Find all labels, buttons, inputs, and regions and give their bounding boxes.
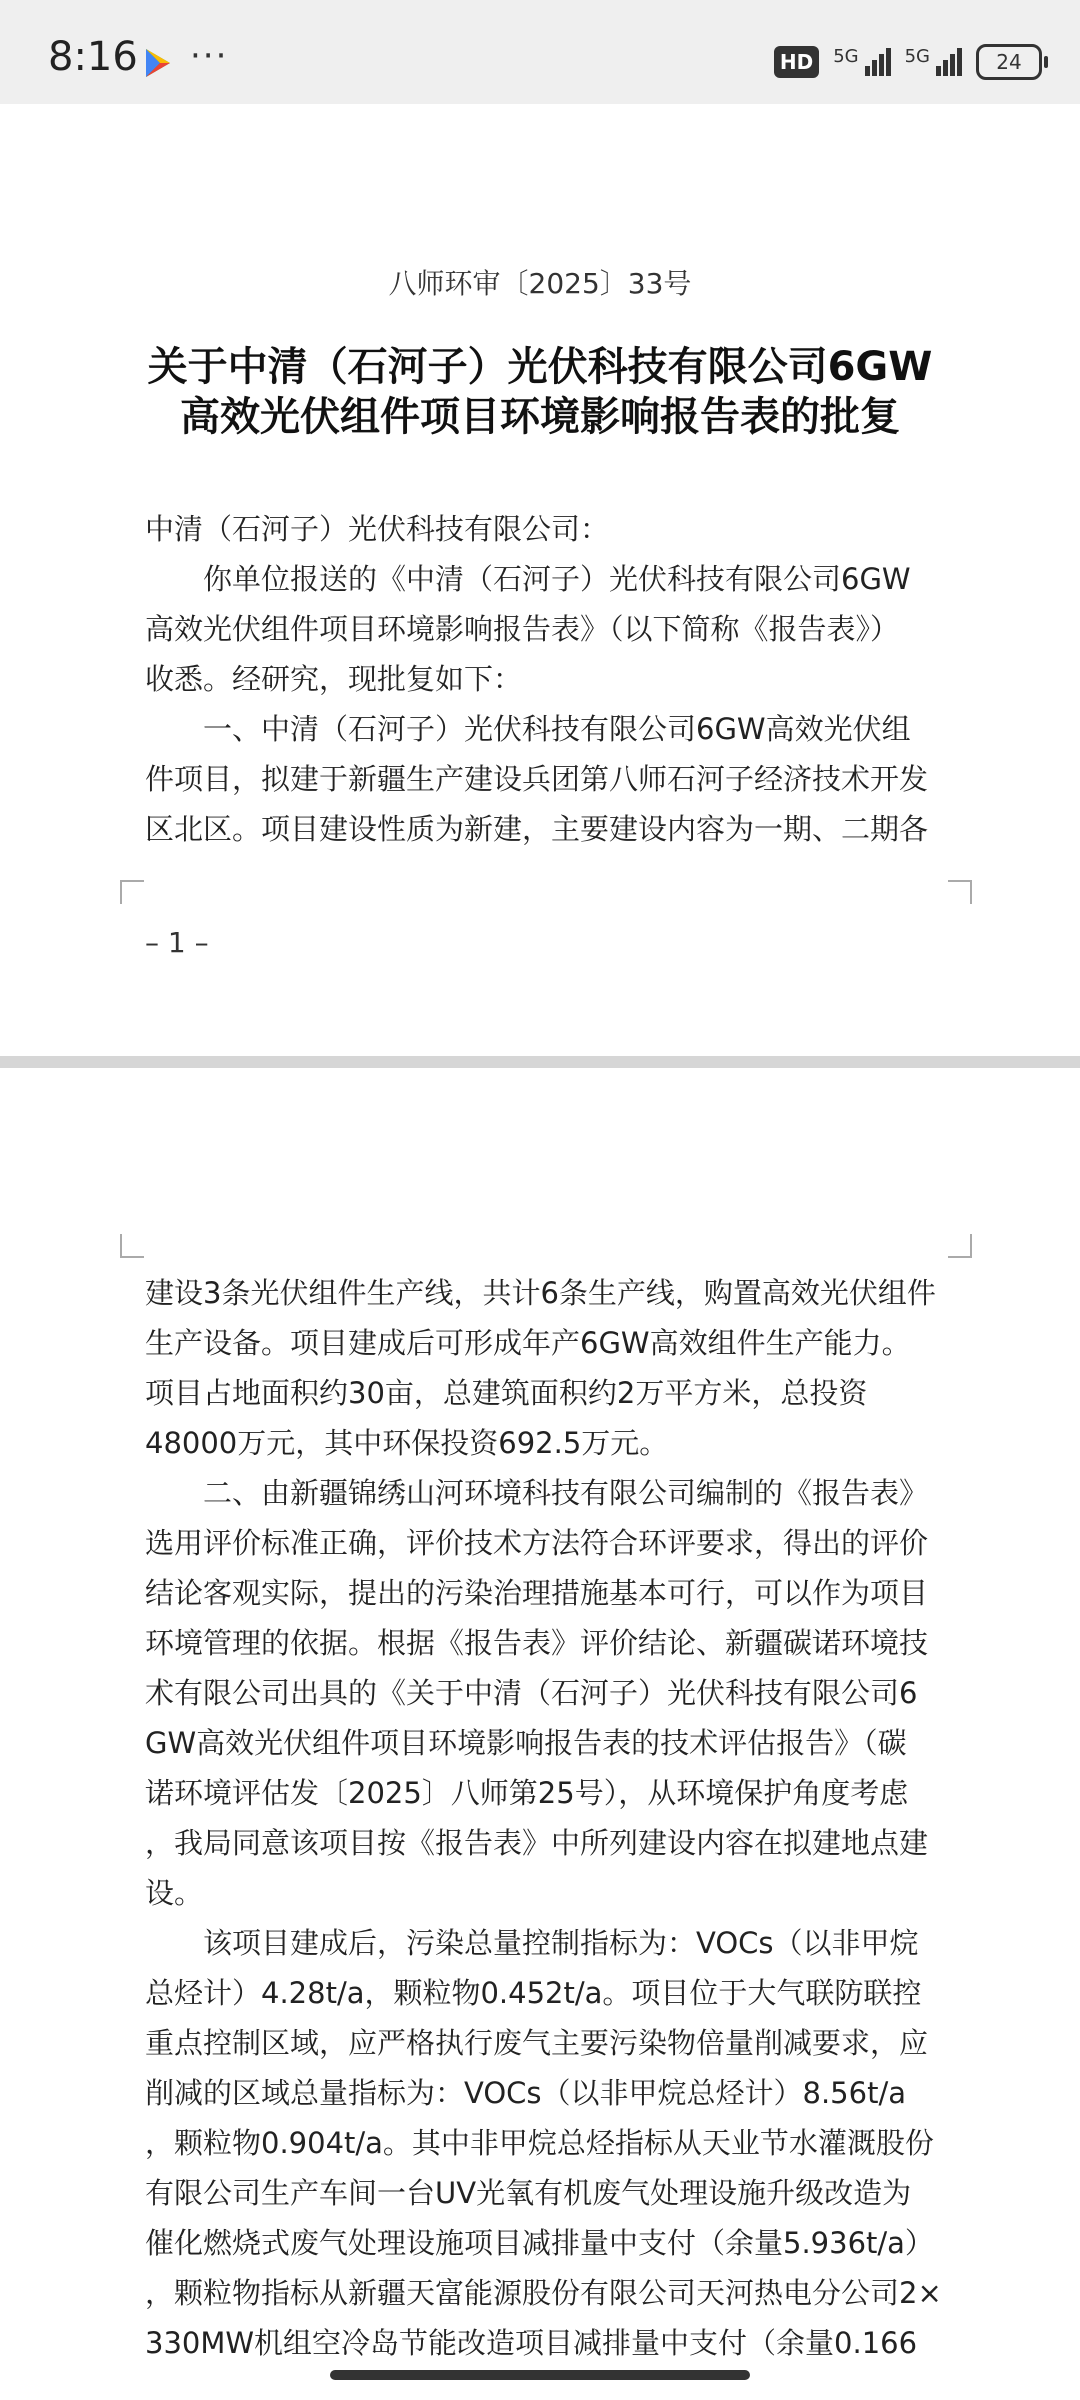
text-line: 你单位报送的《中清（石河子）光伏科技有限公司6GW <box>145 562 911 596</box>
text-line: 二、由新疆锦绣山河环境科技有限公司编制的《报告表》 <box>145 1476 929 1510</box>
text-line: 选用评价标准正确，评价技术方法符合环评要求，得出的评价 <box>145 1526 929 1560</box>
margin-corner-mark <box>948 880 972 904</box>
text-line: 项目占地面积约30亩，总建筑面积约2万平方米，总投资 <box>145 1376 868 1410</box>
body-text <box>145 504 945 854</box>
margin-corner-mark <box>948 1234 972 1258</box>
text-line: 诺环境评估发〔2025〕八师第25号），从环境保护角度考虑 <box>145 1776 909 1810</box>
text-line: ，我局同意该项目按《报告表》中所列建设内容在拟建地点建 <box>145 1826 929 1860</box>
text-line: 中清（石河子）光伏科技有限公司： <box>145 512 610 546</box>
body-text <box>145 1268 945 2368</box>
hd-voice-icon: HD <box>774 46 819 78</box>
document-page-2 <box>0 1068 1080 2400</box>
title-line: 关于中清（石河子）光伏科技有限公司6GW <box>147 344 933 390</box>
play-store-icon <box>140 46 174 80</box>
title-line: 高效光伏组件项目环境影响报告表的批复 <box>180 394 900 440</box>
text-line: 区北区。项目建设性质为新建，主要建设内容为一期、二期各 <box>145 812 929 846</box>
text-line: 术有限公司出具的《关于中清（石河子）光伏科技有限公司6 <box>145 1676 918 1710</box>
text-line: 有限公司生产车间一台UV光氧有机废气处理设施升级改造为 <box>145 2176 912 2210</box>
document-title <box>100 342 980 442</box>
text-line: 48000万元，其中环保投资692.5万元。 <box>145 1426 669 1460</box>
text-line: ，颗粒物指标从新疆天富能源股份有限公司天河热电分公司2× <box>145 2276 942 2310</box>
margin-corner-mark <box>120 1234 144 1258</box>
margin-corner-mark <box>120 880 144 904</box>
home-indicator[interactable] <box>330 2370 750 2380</box>
more-notifications-icon: ··· <box>190 36 229 76</box>
text-line: 330MW机组空冷岛节能改造项目减排量中支付（余量0.166 <box>145 2326 918 2360</box>
text-line: 总烃计）4.28t/a，颗粒物0.452t/a。项目位于大气联防联控 <box>145 1976 922 2010</box>
document-number: 八师环审〔2025〕33号 <box>388 267 692 300</box>
page-number: – 1 – <box>145 926 209 959</box>
text-line: 生产设备。项目建成后可形成年产6GW高效组件生产能力。 <box>145 1326 911 1360</box>
text-line: ，颗粒物0.904t/a。其中非甲烷总烃指标从天业节水灌溉股份 <box>145 2126 934 2160</box>
text-line: 设。 <box>145 1876 204 1910</box>
battery-icon: 24 <box>976 44 1042 80</box>
text-line: 结论客观实际，提出的污染治理措施基本可行，可以作为项目 <box>145 1576 929 1610</box>
text-line: 催化燃烧式废气处理设施项目减排量中支付（余量5.936t/a） <box>145 2226 934 2260</box>
text-line: 建设3条光伏组件生产线，共计6条生产线，购置高效光伏组件 <box>145 1276 936 1310</box>
page-divider <box>0 1056 1080 1068</box>
text-line: 削减的区域总量指标为：VOCs（以非甲烷总烃计）8.56t/a <box>145 2076 906 2110</box>
text-line: 收悉。经研究，现批复如下： <box>145 662 523 696</box>
text-line: 环境管理的依据。根据《报告表》评价结论、新疆碳诺环境技 <box>145 1626 929 1660</box>
text-line: 一、中清（石河子）光伏科技有限公司6GW高效光伏组 <box>145 712 911 746</box>
status-bar <box>0 0 1080 104</box>
document-page-1 <box>0 104 1080 1054</box>
text-line: 件项目，拟建于新疆生产建设兵团第八师石河子经济技术开发 <box>145 762 929 796</box>
signal-icon-1: 5G <box>833 48 890 76</box>
status-time: 8:16 <box>48 34 138 80</box>
text-line: 高效光伏组件项目环境影响报告表》（以下简称《报告表》） <box>145 612 900 646</box>
signal-icon-2: 5G <box>905 48 962 76</box>
text-line: 该项目建成后，污染总量控制指标为：VOCs（以非甲烷 <box>145 1926 919 1960</box>
text-line: 重点控制区域，应严格执行废气主要污染物倍量削减要求，应 <box>145 2026 929 2060</box>
text-line: GW高效光伏组件项目环境影响报告表的技术评估报告》（碳 <box>145 1726 907 1760</box>
